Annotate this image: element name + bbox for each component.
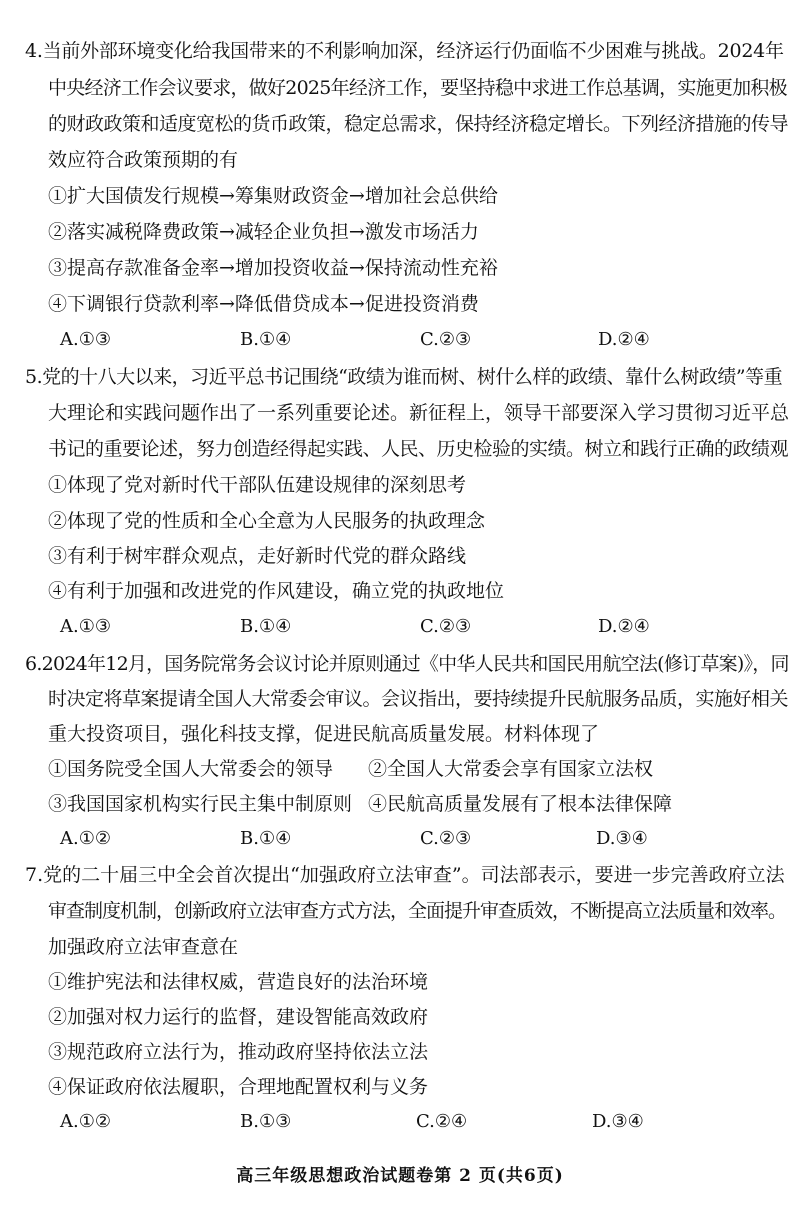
question-6-statement-2: ②全国人大常委会享有国家立法权 xyxy=(368,758,654,780)
question-4-statement-4: ④下调银行贷款利率→降低借贷成本→促进投资消费 xyxy=(48,293,479,315)
question-7-option-b: B.①③ xyxy=(240,1111,292,1132)
question-5-statement-3: ③有利于树牢群众观点，走好新时代党的群众路线 xyxy=(48,545,467,567)
question-5-option-c: C.②③ xyxy=(420,616,472,637)
question-7-option-d: D.③④ xyxy=(592,1111,644,1132)
question-6-statement-1: ①国务院受全国人大常委会的领导 xyxy=(48,758,334,780)
question-5-statement-2: ②体现了党的性质和全心全意为人民服务的执政理念 xyxy=(48,510,486,532)
question-6-option-c: C.②③ xyxy=(420,828,472,849)
question-4-option-b: B.①④ xyxy=(240,329,292,350)
question-7-stem-line-1: 7.党的二十届三中全会首次提出“加强政府立法审查”。司法部表示，要进一步完善政府立法 xyxy=(25,864,785,886)
question-4-stem-line-1: 4.当前外部环境变化给我国带来的不利影响加深，经济运行仍面临不少困难与挑战。2024年 xyxy=(25,40,784,62)
question-4-stem-line-2: 中央经济工作会议要求，做好2025年经济工作，要坚持稳中求进工作总基调，实施更加积极 xyxy=(48,77,787,99)
question-4-stem-line-3: 的财政政策和适度宽松的货币政策，稳定总需求，保持经济稳定增长。下列经济措施的传导 xyxy=(48,113,789,135)
question-7-option-c: C.②④ xyxy=(416,1111,468,1132)
question-5-stem-line-3: 书记的重要论述，努力创造经得起实践、人民、历史检验的实绩。树立和践行正确的政绩观 xyxy=(48,438,789,460)
question-7-option-a: A.①② xyxy=(60,1111,111,1132)
question-5-stem-line-2: 大理论和实践问题作出了一系列重要论述。新征程上，领导干部要深入学习贯彻习近平总 xyxy=(48,402,790,424)
question-4-statement-2: ②落实减税降费政策→减轻企业负担→激发市场活力 xyxy=(48,221,479,243)
page-footer: 高三年级思想政治试题卷第 2 页(共6页) xyxy=(236,1166,564,1186)
question-7-statement-2: ②加强对权力运行的监督，建设智能高效政府 xyxy=(48,1006,429,1028)
question-4-option-d: D.②④ xyxy=(598,329,650,350)
question-5-option-d: D.②④ xyxy=(598,616,650,637)
question-6-option-d: D.③④ xyxy=(596,828,648,849)
question-7-statement-4: ④保证政府依法履职，合理地配置权利与义务 xyxy=(48,1076,429,1098)
question-7-number: 7. xyxy=(25,864,44,886)
question-5-number: 5. xyxy=(25,366,43,388)
question-6-statement-4: ④民航高质量发展有了根本法律保障 xyxy=(368,793,673,815)
question-4-stem-line-4: 效应符合政策预期的有 xyxy=(48,149,239,171)
question-5-stem-line-1: 5.党的十八大以来，习近平总书记围绕“政绩为谁而树、树什么样的政绩、靠什么树政绩”等重 xyxy=(25,366,783,388)
question-6-number: 6. xyxy=(25,653,42,675)
question-7-stem-line-2: 审查制度机制，创新政府立法审查方式方法，全面提升审查质效，不断提高立法质量和效率。 xyxy=(48,900,787,922)
question-4-option-a: A.①③ xyxy=(60,329,111,350)
question-6-stem-line-2: 时决定将草案提请全国人大常委会审议。会议指出，要持续提升民航服务品质，实施好相关 xyxy=(48,688,789,710)
question-5-option-b: B.①④ xyxy=(240,616,292,637)
question-4-statement-1: ①扩大国债发行规模→筹集财政资金→增加社会总供给 xyxy=(48,185,498,207)
question-4-statement-3: ③提高存款准备金率→增加投资收益→保持流动性充裕 xyxy=(48,257,498,279)
question-5-statement-4: ④有利于加强和改进党的作风建设，确立党的执政地位 xyxy=(48,580,505,602)
question-5-statement-1: ①体现了党对新时代干部队伍建设规律的深刻思考 xyxy=(48,474,467,496)
question-6-option-b: B.①④ xyxy=(240,828,292,849)
question-4-option-c: C.②③ xyxy=(420,329,472,350)
question-7-stem-line-3: 加强政府立法审查意在 xyxy=(48,936,239,958)
question-6-option-a: A.①② xyxy=(60,828,111,849)
question-6-statement-3: ③我国国家机构实行民主集中制原则 xyxy=(48,793,353,815)
question-5-option-a: A.①③ xyxy=(60,616,111,637)
question-7-statement-1: ①维护宪法和法律权威，营造良好的法治环境 xyxy=(48,971,429,993)
question-7-statement-3: ③规范政府立法行为，推动政府坚持依法立法 xyxy=(48,1041,429,1063)
question-4-number: 4. xyxy=(25,40,43,62)
question-6-stem-line-1: 6.2024年12月，国务院常务会议讨论并原则通过《中华人民共和国民用航空法(修订草案)》，同 xyxy=(25,653,789,675)
question-6-stem-line-3: 重大投资项目，强化科技支撑，促进民航高质量发展。材料体现了 xyxy=(48,723,600,745)
